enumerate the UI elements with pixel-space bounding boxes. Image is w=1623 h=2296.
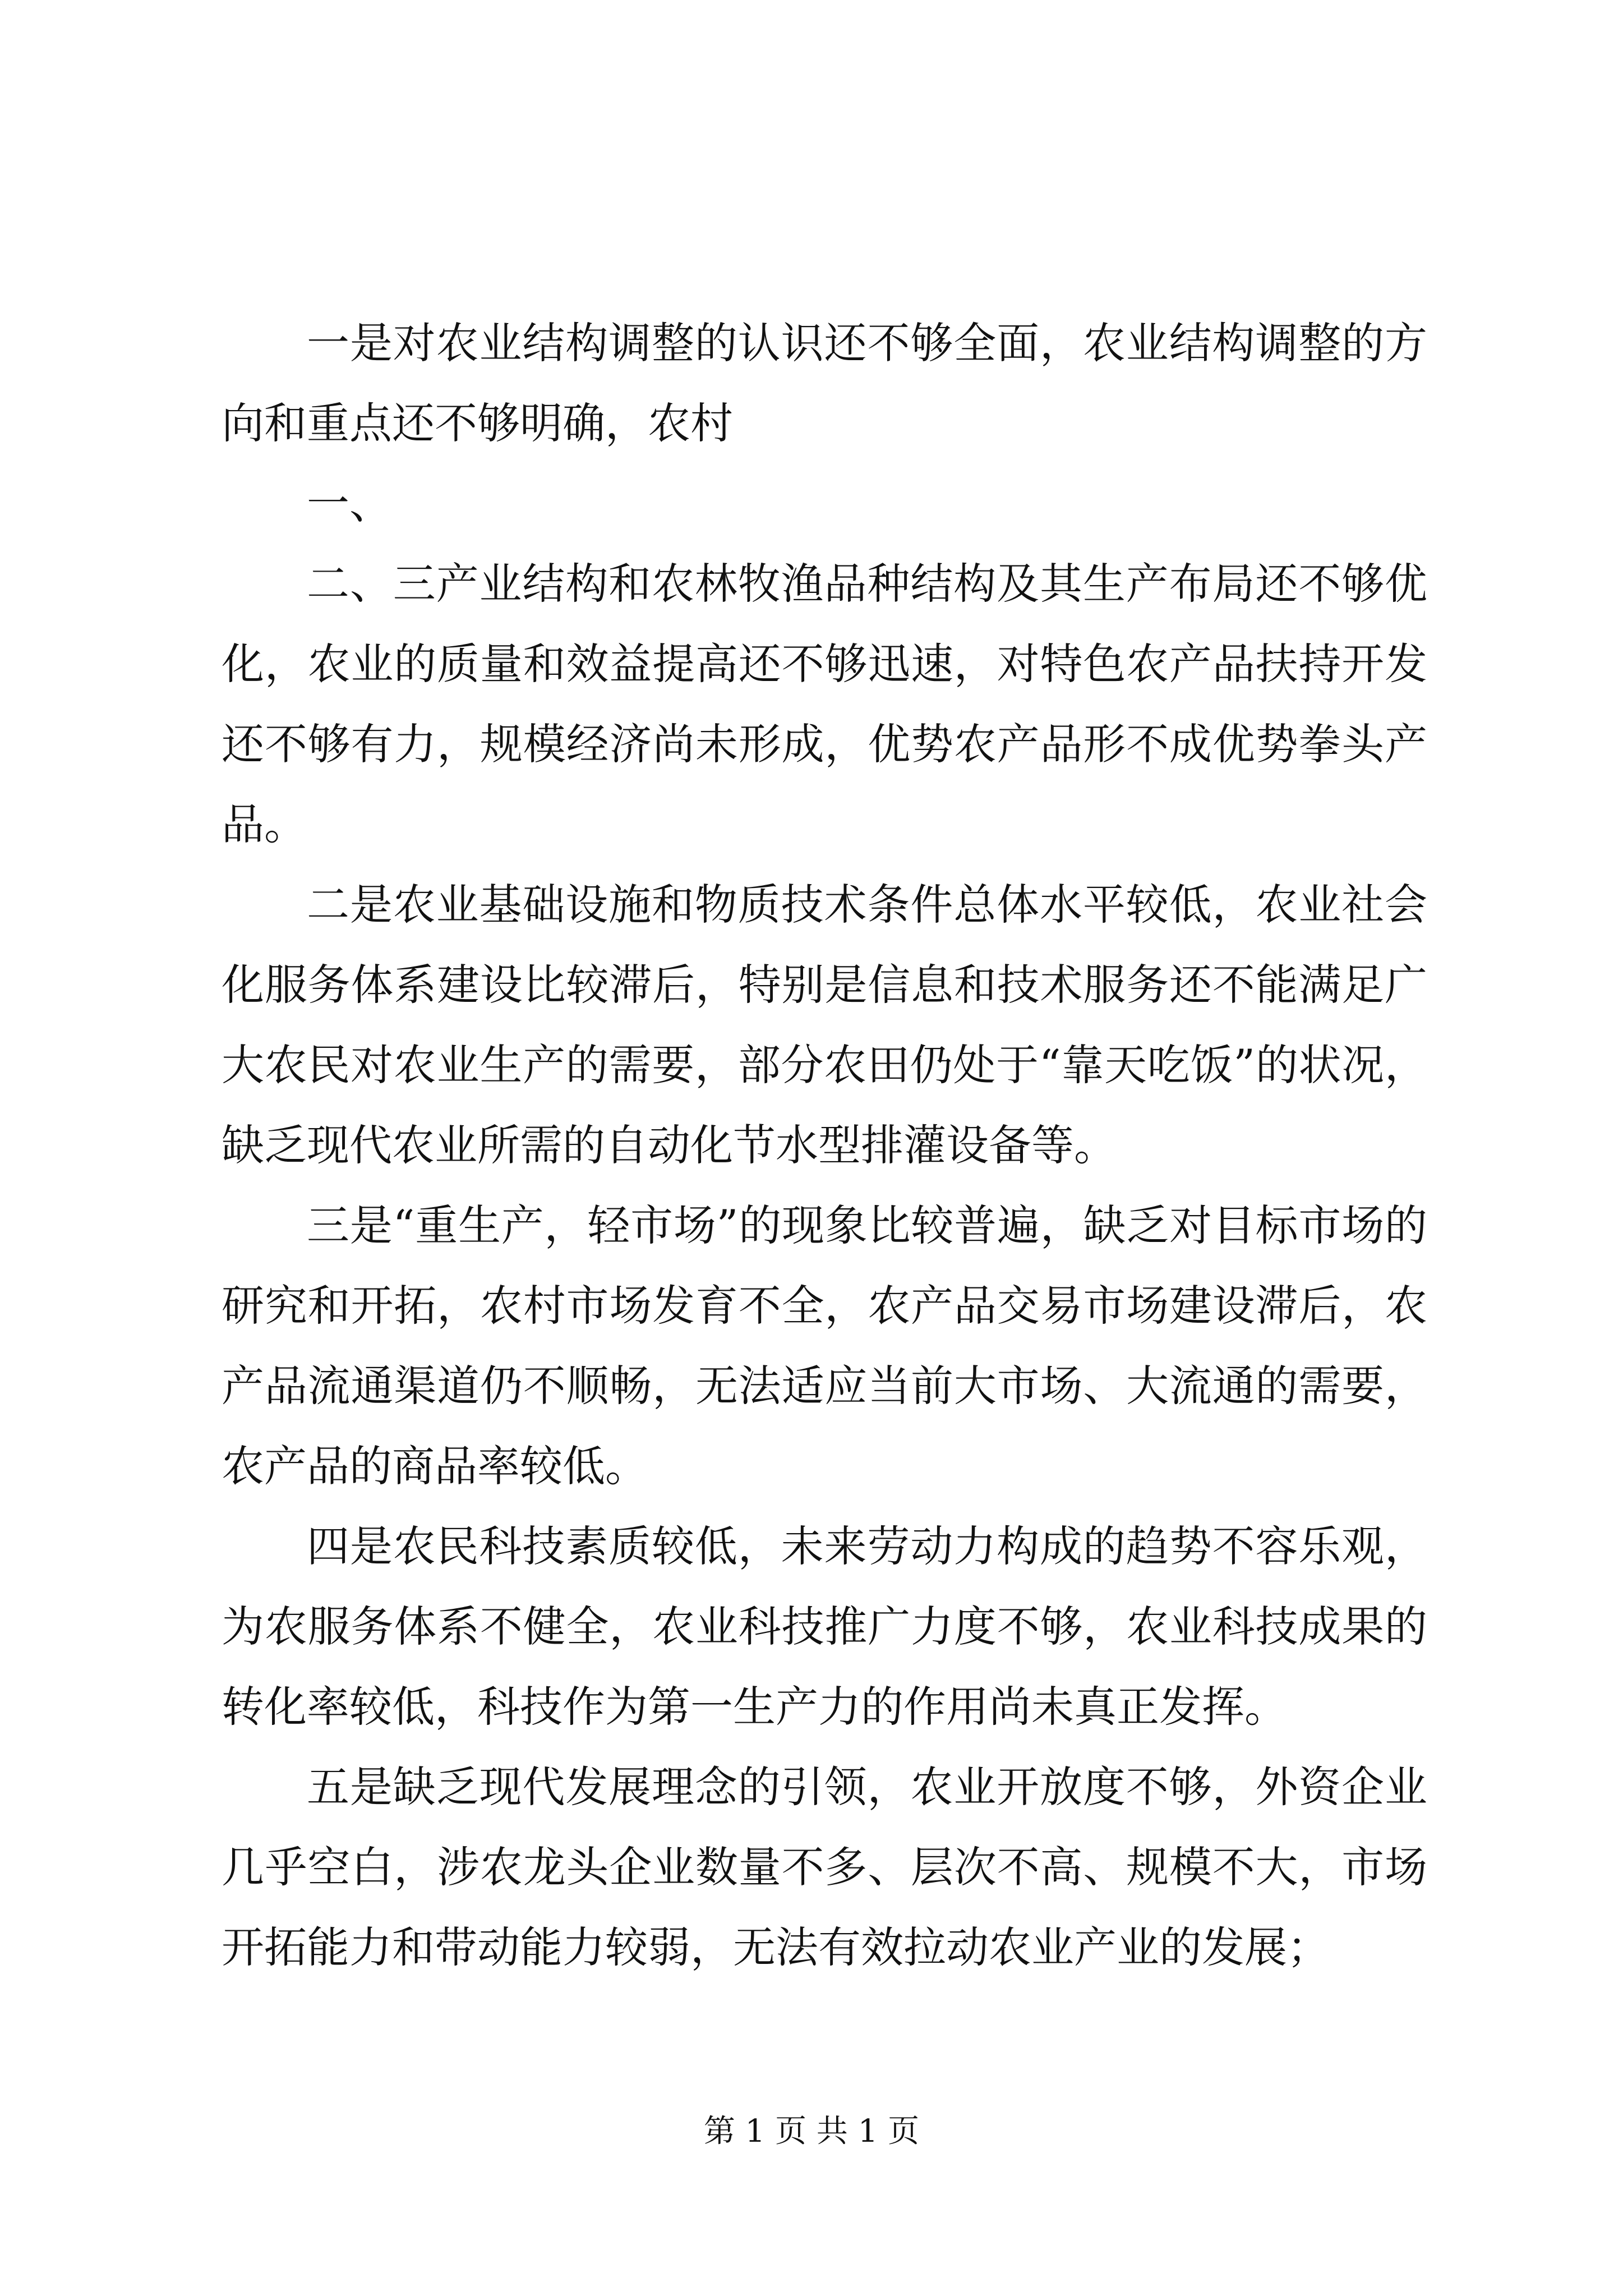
page-footer: 第 1 页 共 1 页 [703,2113,920,2150]
paragraph-5: 三是“重生产，轻市场”的现象比较普遍，缺乏对目标市场的研究和开拓，农村市场发育不全，农产品交易市场建设滞后，农产品流通渠道仍不顺畅，无法适应当前大市场、大流通的需要，农产品的商品率较低。 [222,1200,1427,1491]
paragraph-6: 四是农民科技素质较低，未来劳动力构成的趋势不容乐观，为农服务体系不健全，农业科技推广力度不够，农业科技成果的转化率较低，科技作为第一生产力的作用尚未真正发挥。 [222,1521,1427,1732]
paragraph-2: 一、 [307,478,392,528]
paragraph-4: 二是农业基础设施和物质技术条件总体水平较低，农业社会化服务体系建设比较滞后，特别是信息和技术服务还不能满足广大农民对农业生产的需要，部分农田仍处于“靠天吃饭”的状况，缺乏现代农业所需的自动化节水型排灌设备等。 [222,880,1427,1170]
document-body [222,303,1427,1987]
paragraph-3: 二、三产业结构和农林牧渔品种结构及其生产布局还不够优化，农业的质量和效益提高还不够迅速，对特色农产品扶持开发还不够有力，规模经济尚未形成，优势农产品形不成优势拳头产品。 [222,559,1427,849]
paragraph-1: 一是对农业结构调整的认识还不够全面，农业结构调整的方向和重点还不够明确，农村 [222,318,1427,448]
paragraph-7: 五是缺乏现代发展理念的引领，农业开放度不够，外资企业几乎空白，涉农龙头企业数量不多、层次不高、规模不大，市场开拓能力和带动能力较弱，无法有效拉动农业产业的发展； [222,1762,1427,1972]
